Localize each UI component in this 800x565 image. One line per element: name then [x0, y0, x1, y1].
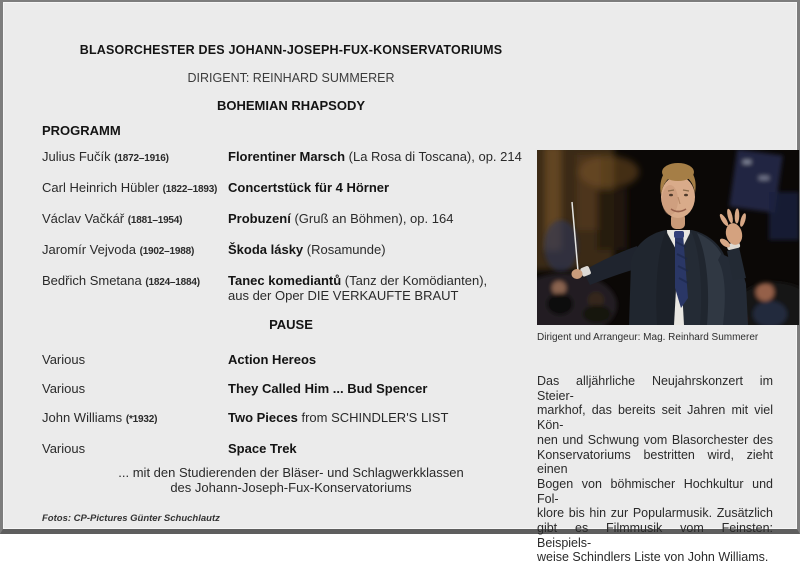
program-row — [42, 211, 540, 228]
composer-dates: (1824–1884) — [145, 277, 200, 288]
work-title: Probuzení — [228, 211, 291, 226]
program-page — [4, 3, 796, 565]
credits-block — [42, 465, 540, 495]
work-title: Škoda lásky — [228, 242, 304, 257]
work-detail: (Tanz der Komödianten), — [341, 273, 488, 288]
composer-name: John Williams — [42, 410, 123, 425]
program-row — [42, 180, 540, 197]
description-line: Bogen von böhmischer Hochkultur und Fol- — [537, 476, 773, 506]
work-title: Two Pieces — [228, 410, 298, 425]
conductor-line: DIRIGENT: REINHARD SUMMERER — [187, 71, 395, 85]
program-row — [42, 352, 540, 367]
work-title: Space Trek — [228, 441, 297, 456]
work-title: Action Hereos — [228, 352, 317, 367]
composer-name: Bedřich Smetana — [42, 273, 142, 288]
composer-dates: (1902–1988) — [139, 246, 195, 257]
work-title: Concertstück für 4 Hörner — [228, 180, 390, 195]
composer-dates: (1822–1893) — [162, 184, 218, 195]
composer-name: Jaromír Vejvoda — [42, 242, 136, 257]
work-title: Florentiner Marsch — [228, 149, 346, 164]
composer-dates: (*1932) — [125, 414, 158, 425]
composer-name: Julius Fučík — [42, 149, 111, 164]
program-row — [42, 381, 540, 396]
programm-heading: PROGRAMM — [42, 123, 121, 138]
description-line: klore bis hin zur Popularmusik. Zusätzlich — [537, 506, 773, 521]
conductor-photo-block — [537, 150, 799, 344]
page-title: BLASORCHESTER DES JOHANN-JOSEPH-FUX-KONSERVATORIUMS — [79, 43, 503, 57]
program-row — [42, 273, 540, 304]
work-title: They Called Him ... Bud Spencer — [228, 381, 428, 396]
work-detail-line2: aus der Oper DIE VERKAUFTE BRAUT — [228, 288, 459, 303]
composer-name: Various — [42, 381, 86, 396]
program-column — [42, 43, 540, 525]
work-detail: (Gruß an Böhmen), op. 164 — [290, 211, 454, 226]
description-line: Das alljährliche Neujahrskonzert im Steier- — [537, 374, 773, 403]
work-detail: (La Rosa di Toscana), op. 214 — [345, 149, 522, 164]
description-line: gibt es Filmmusik vom Feinsten: Beispiels- — [537, 521, 773, 550]
program-row — [42, 242, 540, 259]
photo-caption: Dirigent und Arrangeur: Mag. Reinhard Summerer — [537, 332, 759, 343]
concert-title: BOHEMIAN RHAPSODY — [216, 98, 366, 113]
description-line: Konservatoriums bestritten wird, zieht einen — [537, 447, 773, 477]
composer-name: Carl Heinrich Hübler — [42, 180, 160, 195]
composer-dates: (1881–1954) — [127, 215, 183, 226]
description-line: markhof, das bereits seit Jahren mit viel Kön- — [537, 403, 773, 433]
description-line: nen und Schwung vom Blasorchester des — [537, 432, 773, 447]
program-row — [42, 410, 540, 427]
work-title: Tanec komediantů — [228, 273, 342, 288]
program-row — [42, 441, 540, 456]
work-detail: (Rosamunde) — [303, 242, 386, 257]
composer-name: Various — [42, 441, 86, 456]
photo-credit: Fotos: CP-Pictures Günter Schuchlautz — [42, 513, 220, 524]
composer-dates: (1872–1916) — [114, 153, 169, 164]
credits-line-1: ... mit den Studierenden der Bläser- und Schlagwerkklassen — [118, 465, 464, 480]
description-paragraph — [537, 374, 773, 565]
work-detail: from SCHINDLER'S LIST — [297, 410, 449, 425]
conductor-photo — [537, 150, 799, 325]
credits-line-2: des Johann-Joseph-Fux-Konservatoriums — [170, 480, 412, 495]
program-row — [42, 149, 540, 166]
description-line: weise Schindlers Liste von John Williams. — [537, 550, 769, 565]
pause-label: PAUSE — [269, 317, 313, 332]
composer-name: Various — [42, 352, 86, 367]
composer-name: Václav Vačkář — [42, 211, 125, 226]
